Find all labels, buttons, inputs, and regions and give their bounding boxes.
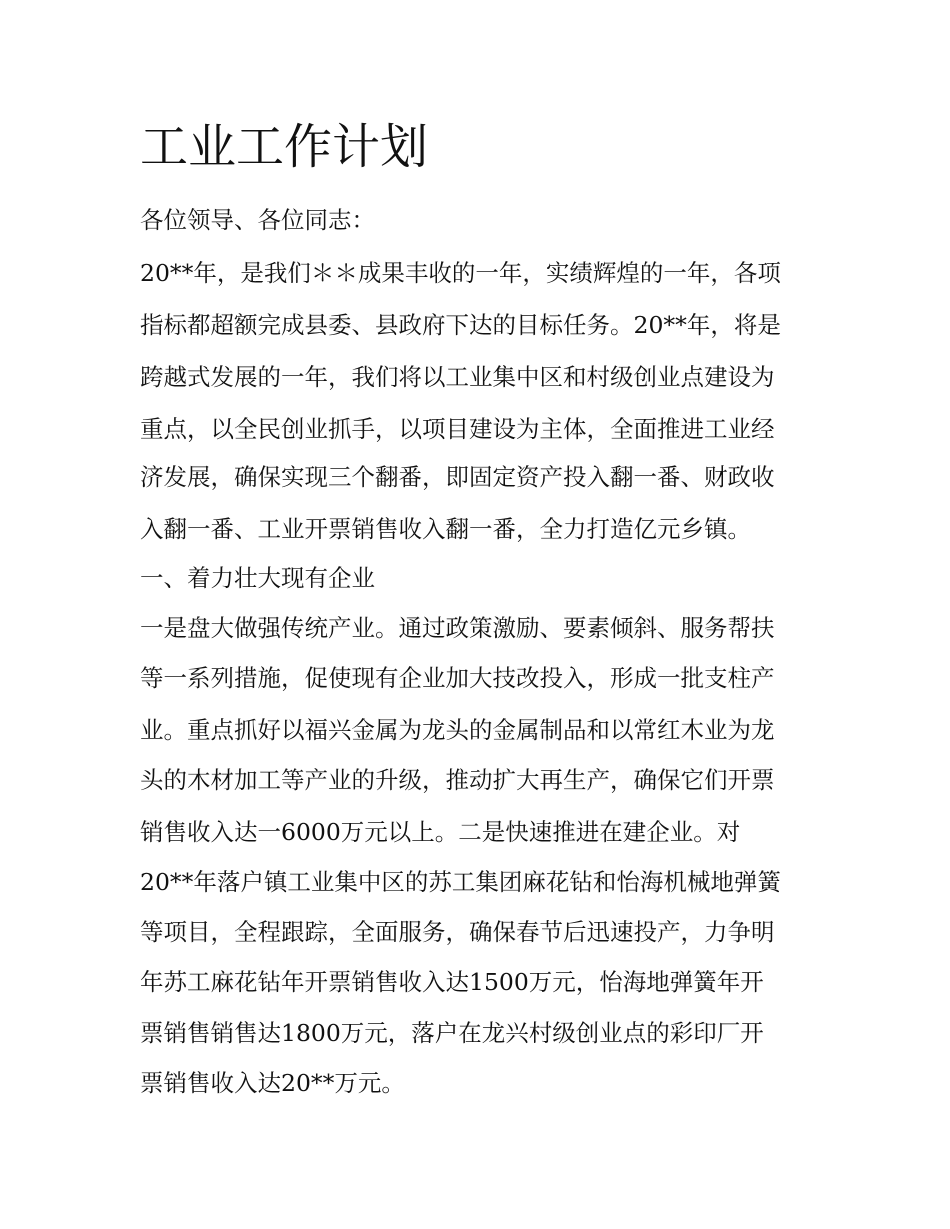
paragraph-line: 20**年落户镇工业集中区的苏工集团麻花钻和怡海机械地弹簧	[140, 868, 781, 896]
section-heading: 一、着力壮大现有企业	[140, 564, 375, 592]
paragraph-line: 等项目，全程跟踪，全面服务，确保春节后迅速投产，力争明	[140, 918, 775, 946]
paragraph-line: 票销售销售达1800万元，落户在龙兴村级创业点的彩印厂开	[140, 1019, 764, 1047]
paragraph-line: 年苏工麻花钻年开票销售收入达1500万元，怡海地弹簧年开	[140, 968, 764, 996]
paragraph-line: 20**年，是我们＊＊成果丰收的一年，实绩辉煌的一年，各项	[140, 259, 781, 287]
paragraph-line: 入翻一番、工业开票销售收入翻一番，全力打造亿元乡镇。	[140, 515, 751, 543]
paragraph-line: 重点，以全民创业抓手，以项目建设为主体，全面推进工业经	[140, 415, 775, 443]
paragraph-line: 济发展，确保实现三个翻番，即固定资产投入翻一番、财政收	[140, 463, 775, 491]
salutation: 各位领导、各位同志：	[140, 206, 375, 234]
paragraph-line: 头的木材加工等产业的升级，推动扩大再生产，确保它们开票	[140, 766, 775, 794]
paragraph-line: 等一系列措施，促使现有企业加大技改投入，形成一批支柱产	[140, 664, 775, 692]
paragraph-line: 跨越式发展的一年，我们将以工业集中区和村级创业点建设为	[140, 363, 775, 391]
paragraph-line: 销售收入达一6000万元以上。二是快速推进在建企业。对	[140, 818, 741, 846]
paragraph-line: 票销售收入达20**万元。	[140, 1069, 405, 1097]
paragraph-line: 指标都超额完成县委、县政府下达的目标任务。20**年，将是	[140, 311, 781, 339]
paragraph-line: 一是盘大做强传统产业。通过政策激励、要素倾斜、服务帮扶	[140, 614, 775, 642]
document-title: 工业工作计划	[140, 119, 429, 175]
paragraph-line: 业。重点抓好以福兴金属为龙头的金属制品和以常红木业为龙	[140, 716, 775, 744]
